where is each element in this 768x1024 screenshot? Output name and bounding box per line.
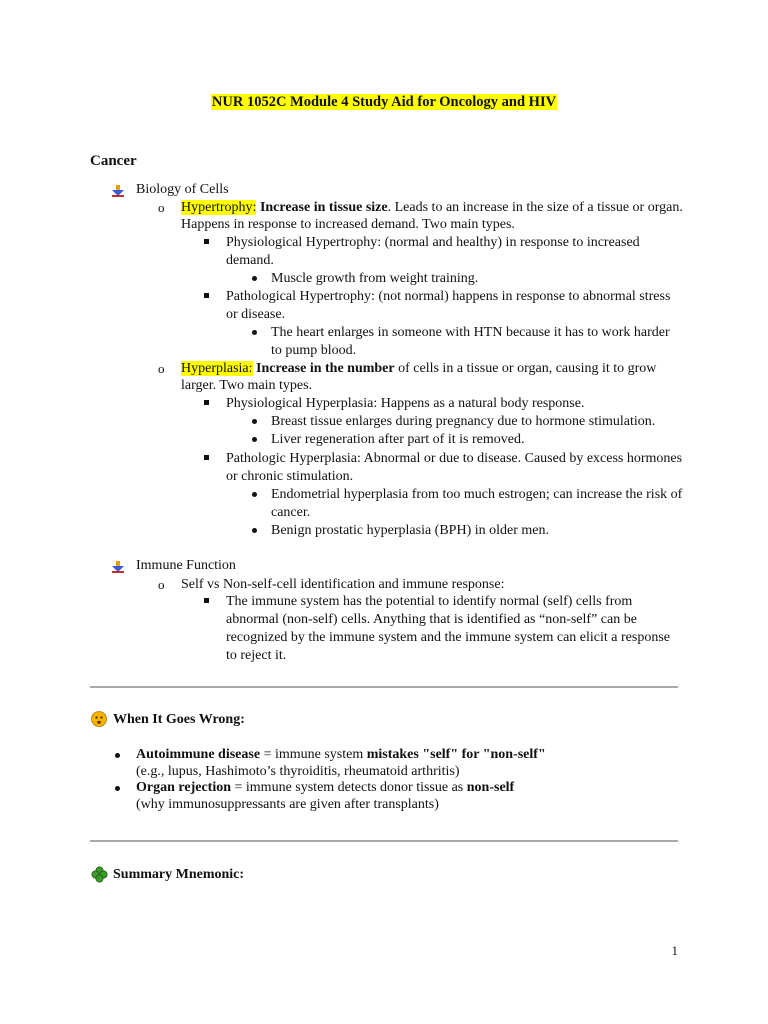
autoimmune-line: Autoimmune disease = immune system mistakes "self" for "non-self" xyxy=(136,747,546,762)
path-hyperplasia-example-2: Benign prostatic hyperplasia (BPH) in older men. xyxy=(271,523,549,538)
phys-hypertrophy-line-2: demand. xyxy=(226,253,274,268)
hyperplasia-line-1: Hyperplasia: Increase in the number of cells in a tissue or organ, causing it to grow xyxy=(181,361,657,376)
dot-bullet xyxy=(252,437,257,442)
arrow-bullet-icon xyxy=(112,185,124,197)
circle-bullet: o xyxy=(158,577,165,592)
organ-rejection-note: (why immunosuppressants are given after transplants) xyxy=(136,797,439,812)
dot-bullet xyxy=(115,753,120,758)
square-bullet xyxy=(204,239,209,244)
path-hypertrophy-example-2: to pump blood. xyxy=(271,343,357,358)
phys-hyperplasia-example-2: Liver regeneration after part of it is removed. xyxy=(271,432,525,447)
section-heading-cancer: Cancer xyxy=(90,153,137,169)
dot-bullet xyxy=(252,492,257,497)
circle-bullet: o xyxy=(158,361,165,376)
square-bullet xyxy=(204,598,209,603)
immune-paragraph-4: to reject it. xyxy=(226,648,287,663)
path-hyperplasia-example-1b: cancer. xyxy=(271,505,311,520)
hyperplasia-line-2: larger. Two main types. xyxy=(181,378,313,393)
heading-biology-of-cells: Biology of Cells xyxy=(136,182,229,197)
path-hyperplasia-line-1: Pathologic Hyperplasia: Abnormal or due to disease. Caused by excess hormones xyxy=(226,451,683,466)
dot-bullet xyxy=(252,419,257,424)
horizontal-rule xyxy=(90,840,678,842)
arrow-bullet-icon xyxy=(112,561,124,573)
worried-face-icon xyxy=(91,711,107,727)
heading-summary-mnemonic: Summary Mnemonic: xyxy=(113,867,245,882)
immune-paragraph-3: recognized by the immune system and the immune system can elicit a response xyxy=(226,630,670,645)
path-hyperplasia-example-1: Endometrial hyperplasia from too much estrogen; can increase the risk of xyxy=(271,487,683,502)
document-title: NUR 1052C Module 4 Study Aid for Oncology and HIV xyxy=(211,94,557,110)
organ-rejection-line: Organ rejection = immune system detects donor tissue as non-self xyxy=(136,780,515,795)
immune-sub: Self vs Non-self-cell identification and immune response: xyxy=(181,577,505,592)
phys-hypertrophy-example: Muscle growth from weight training. xyxy=(271,271,479,286)
dot-bullet xyxy=(252,276,257,281)
autoimmune-examples: (e.g., lupus, Hashimoto’s thyroiditis, rheumatoid arthritis) xyxy=(136,764,460,779)
path-hypertrophy-example-1: The heart enlarges in someone with HTN because it has to work harder xyxy=(271,325,670,340)
square-bullet xyxy=(204,293,209,298)
dot-bullet xyxy=(252,330,257,335)
square-bullet xyxy=(204,455,209,460)
immune-paragraph-1: The immune system has the potential to identify normal (self) cells from xyxy=(226,594,633,609)
immune-paragraph-2: abnormal (non-self) cells. Anything that is identified as “non-self” can be xyxy=(226,612,637,627)
horizontal-rule xyxy=(90,686,678,688)
heading-immune-function: Immune Function xyxy=(136,558,236,573)
path-hypertrophy-line-1: Pathological Hypertrophy: (not normal) happens in response to abnormal stress xyxy=(226,289,671,304)
phys-hypertrophy-line-1: Physiological Hypertrophy: (normal and healthy) in response to increased xyxy=(226,235,640,250)
hypertrophy-line-1: Hypertrophy: Increase in tissue size. Leads to an increase in the size of a tissue or organ. xyxy=(181,200,683,215)
heading-when-it-goes-wrong: When It Goes Wrong: xyxy=(113,712,245,727)
path-hypertrophy-line-2: or disease. xyxy=(226,307,286,322)
phys-hyperplasia-example-1: Breast tissue enlarges during pregnancy due to hormone stimulation. xyxy=(271,414,656,429)
dot-bullet xyxy=(115,786,120,791)
path-hyperplasia-line-2: or chronic stimulation. xyxy=(226,469,354,484)
square-bullet xyxy=(204,400,209,405)
dot-bullet xyxy=(252,528,257,533)
hypertrophy-line-2: Happens in response to increased demand. Two main types. xyxy=(181,217,515,232)
phys-hyperplasia-line-1: Physiological Hyperplasia: Happens as a natural body response. xyxy=(226,396,585,411)
page-number: 1 xyxy=(671,943,678,958)
circle-bullet: o xyxy=(158,200,165,215)
clover-icon xyxy=(91,866,108,883)
